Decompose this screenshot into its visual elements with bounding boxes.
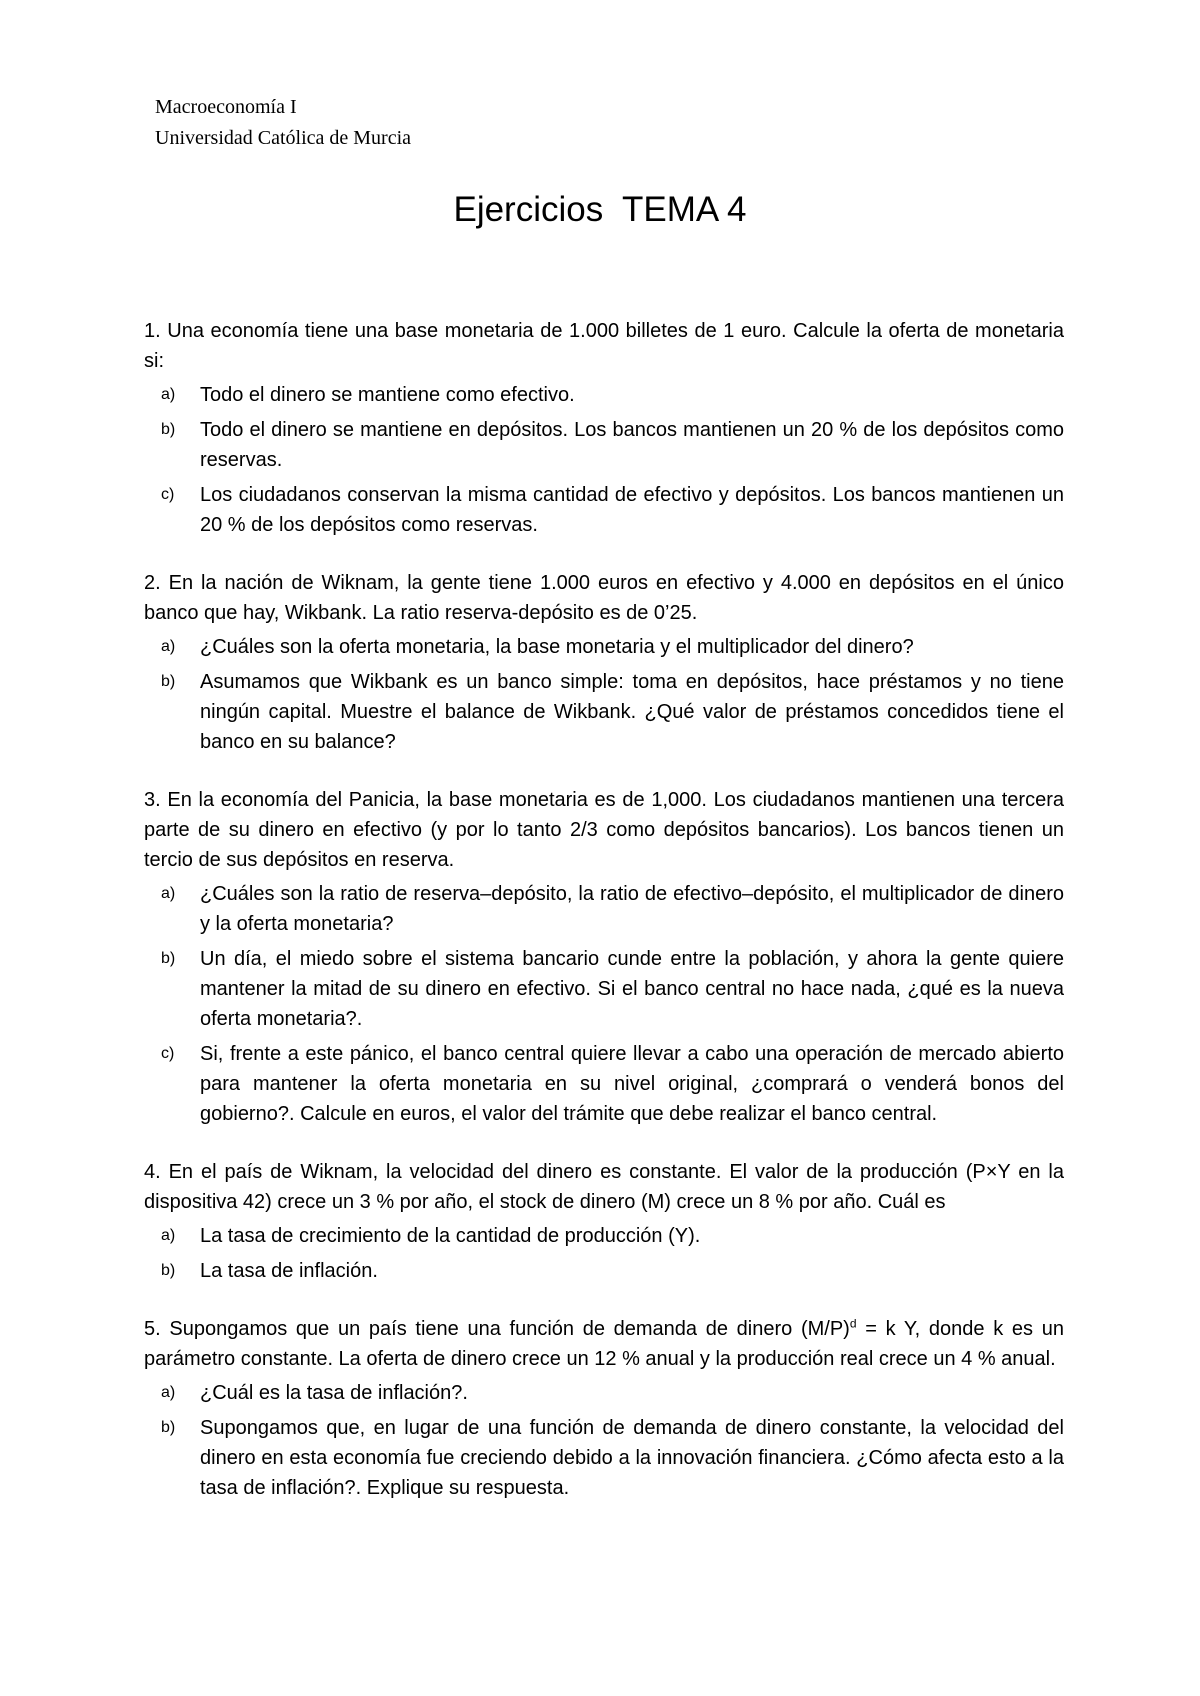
sub-question-letter: b) <box>161 673 176 690</box>
exercise-3 <box>144 785 1064 1129</box>
exercise-statement <box>144 1314 1064 1374</box>
sub-question-text: Todo el dinero se mantiene como efectivo. <box>200 384 575 406</box>
sub-question <box>144 667 1064 757</box>
sub-question-letter: c) <box>161 486 175 503</box>
sub-question <box>144 380 1064 410</box>
sub-question-text: Asumamos que Wikbank es un banco simple: toma en depósitos, hace préstamos y no tiene ningún capital. Muestre el balance de Wikbank. ¿Qué valor de préstamos concedidos tiene el banco en su balance? <box>200 671 1064 753</box>
sub-question-letter: a) <box>161 1227 176 1244</box>
sub-question-text: Si, frente a este pánico, el banco central quiere llevar a cabo una operación de mercado abierto para mantener la oferta monetaria en su nivel original, ¿comprará o venderá bonos del gobierno?. Calcule en euros, el valor del trámite que debe realizar el banco central. <box>200 1043 1064 1125</box>
sub-question-letter: b) <box>161 421 176 438</box>
statement-part: = k Y, donde k es un parámetro constante. La oferta de dinero crece un 12 % anual y la producción real crece un 4 % anual. <box>144 1318 1064 1370</box>
exercise-statement: 1. Una economía tiene una base monetaria de 1.000 billetes de 1 euro. Calcule la oferta de monetaria si: <box>144 320 1064 372</box>
sub-question <box>144 944 1064 1034</box>
sub-question <box>144 879 1064 939</box>
sub-question-text: La tasa de crecimiento de la cantidad de producción (Y). <box>200 1225 701 1247</box>
sub-question-text: ¿Cuáles son la ratio de reserva–depósito, la ratio de efectivo–depósito, el multiplicador de dinero y la oferta monetaria? <box>200 883 1064 935</box>
sub-question-text: Los ciudadanos conservan la misma cantidad de efectivo y depósitos. Los bancos mantienen un 20 % de los depósitos como reservas. <box>200 484 1064 536</box>
statement-part: 5. Supongamos que un país tiene una función de demanda de dinero (M/P) <box>144 1318 850 1340</box>
sub-question-letter: b) <box>161 1419 176 1436</box>
university-name: Universidad Católica de Murcia <box>155 127 412 149</box>
sub-question-letter: a) <box>161 386 176 403</box>
sub-question-text: ¿Cuál es la tasa de inflación?. <box>200 1382 468 1404</box>
superscript-d: d <box>849 1316 857 1331</box>
sub-question-list <box>144 380 1064 540</box>
exercise-2 <box>144 568 1064 757</box>
sub-question-text: Un día, el miedo sobre el sistema bancario cunde entre la población, y ahora la gente quiere mantener la mitad de su dinero en efectivo. Si el banco central no hace nada, ¿qué es la nueva oferta monetaria?. <box>200 948 1064 1030</box>
sub-question-text: La tasa de inflación. <box>200 1260 378 1282</box>
sub-question-letter: b) <box>161 1262 176 1279</box>
sub-question <box>144 1256 1064 1286</box>
sub-question <box>144 1413 1064 1503</box>
document-header <box>155 92 411 154</box>
page-title: Ejercicios TEMA 4 <box>453 190 747 229</box>
exercise-4 <box>144 1157 1064 1286</box>
sub-question-list <box>144 632 1064 757</box>
exercise-list <box>144 316 1064 1531</box>
sub-question <box>144 1221 1064 1251</box>
sub-question-text: Todo el dinero se mantiene en depósitos. Los bancos mantienen un 20 % de los depósitos como reservas. <box>200 419 1064 471</box>
course-name: Macroeconomía I <box>155 96 297 118</box>
sub-question <box>144 1378 1064 1408</box>
sub-question-letter: c) <box>161 1045 175 1062</box>
sub-question-list <box>144 879 1064 1129</box>
sub-question <box>144 1039 1064 1129</box>
sub-question-text: Supongamos que, en lugar de una función de demanda de dinero constante, la velocidad del dinero en esta economía fue creciendo debido a la innovación financiera. ¿Cómo afecta esto a la tasa de inflación?. Explique su respuesta. <box>200 1417 1064 1499</box>
exercise-statement: 4. En el país de Wiknam, la velocidad del dinero es constante. El valor de la producción (P×Y en la dispositiva 42) crece un 3 % por año, el stock de dinero (M) crece un 8 % por año. Cuál es <box>144 1161 1064 1213</box>
sub-question-text: ¿Cuáles son la oferta monetaria, la base monetaria y el multiplicador del dinero? <box>200 636 914 658</box>
sub-question-list <box>144 1378 1064 1503</box>
sub-question-letter: b) <box>161 950 176 967</box>
exercise-statement: 3. En la economía del Panicia, la base monetaria es de 1,000. Los ciudadanos mantienen una tercera parte de su dinero en efectivo (y por lo tanto 2/3 como depósitos bancarios). Los bancos tienen un tercio de sus depósitos en reserva. <box>144 789 1064 871</box>
exercise-5 <box>144 1314 1064 1503</box>
sub-question <box>144 632 1064 662</box>
sub-question-letter: a) <box>161 1384 176 1401</box>
sub-question-letter: a) <box>161 885 176 902</box>
sub-question-letter: a) <box>161 638 176 655</box>
sub-question-list <box>144 1221 1064 1286</box>
sub-question <box>144 415 1064 475</box>
exercise-1 <box>144 316 1064 540</box>
exercise-statement: 2. En la nación de Wiknam, la gente tiene 1.000 euros en efectivo y 4.000 en depósitos en el único banco que hay, Wikbank. La ratio reserva-depósito es de 0’25. <box>144 572 1064 624</box>
sub-question <box>144 480 1064 540</box>
